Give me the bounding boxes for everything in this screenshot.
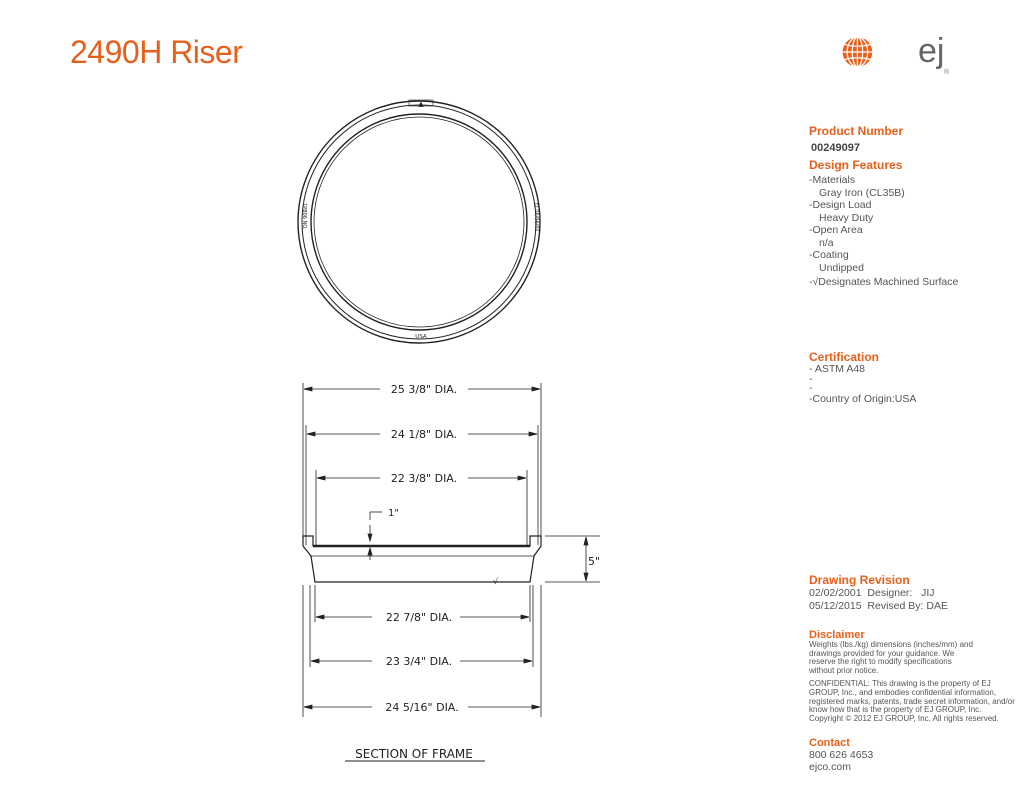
dim-depth: 1"	[388, 508, 399, 519]
plan-top-mark: ▲	[418, 100, 424, 108]
inner-ring-2	[314, 117, 524, 327]
registered-mark: ®	[944, 69, 950, 76]
outer-ring-2	[302, 105, 536, 339]
certification-heading: Certification	[809, 350, 880, 364]
contact-website[interactable]: ejco.com	[809, 761, 852, 773]
plan-bottom-mark: USA	[415, 334, 427, 340]
dim-bottom-2: 24 5/16" DIA.	[385, 701, 459, 714]
product-number: 00249097	[811, 142, 860, 154]
dim-bottom-0: 22 7/8" DIA.	[385, 611, 453, 624]
ej-globe-logo-icon	[838, 22, 918, 82]
dim-height: 5"	[588, 555, 601, 568]
product-info-panel	[809, 124, 1021, 289]
design-features-heading: Design Features	[809, 158, 903, 172]
plan-left-mark: 1PB06 NO.	[301, 203, 307, 230]
cert-line: -	[809, 373, 813, 385]
disclaimer-text: Weights (lbs./kg) dimensions (inches/mm) and drawings provided for your guidance. We reserve the right to modify specifications without prior notice.	[809, 640, 973, 675]
contact-block	[809, 737, 1021, 773]
feature-design-load: -Design Load Heavy Duty	[809, 199, 874, 224]
cert-line: -	[809, 382, 813, 394]
page-title: 2490H Riser	[70, 34, 243, 70]
revision-block	[809, 573, 1021, 613]
revision-row-1: 02/02/2001 Designer: JIJ	[809, 587, 935, 599]
certification-block	[809, 350, 1021, 406]
confidential-text: CONFIDENTIAL: This drawing is the property of EJ GROUP, Inc., and embodies confidential information, registered marks, patents, trade secret information, and/or know how that is the property of EJ GROUP, Inc. Copyright © 2012 EJ GROUP, Inc. All rights reserved.	[809, 679, 1015, 723]
contact-phone: 800 626 4653	[809, 749, 874, 761]
revision-row-2: 05/12/2015 Revised By: DAE	[809, 600, 948, 612]
contact-heading: Contact	[809, 737, 850, 749]
disclaimer-block	[809, 629, 1019, 723]
revision-heading: Drawing Revision	[809, 573, 910, 587]
machined-mark: √	[493, 577, 499, 586]
dim-bottom-1: 23 3/4" DIA.	[385, 655, 453, 668]
product-number-heading: Product Number	[809, 124, 904, 138]
outer-ring	[298, 101, 540, 343]
plan-right-mark: EJ 06/06/01	[533, 203, 539, 232]
feature-materials: -Materials Gray Iron (CL35B)	[809, 174, 905, 199]
dim-top-1: 24 1/8" DIA.	[390, 428, 458, 441]
feature-coating: -Coating Undipped	[809, 249, 864, 274]
feature-open-area: -Open Area n/a	[809, 224, 863, 249]
dim-top-2: 22 3/8" DIA.	[390, 472, 458, 485]
dim-top-0: 25 3/8" DIA.	[390, 383, 458, 396]
inner-ring	[311, 114, 527, 330]
section-label: SECTION OF FRAME	[355, 747, 473, 761]
disclaimer-heading: Disclaimer	[809, 629, 865, 641]
cert-line: - ASTM A48	[809, 363, 866, 375]
country-of-origin: -Country of Origin:USA	[809, 393, 917, 405]
logo-text: ej	[918, 32, 945, 70]
feature-machined-surface: -√Designates Machined Surface	[809, 276, 959, 288]
